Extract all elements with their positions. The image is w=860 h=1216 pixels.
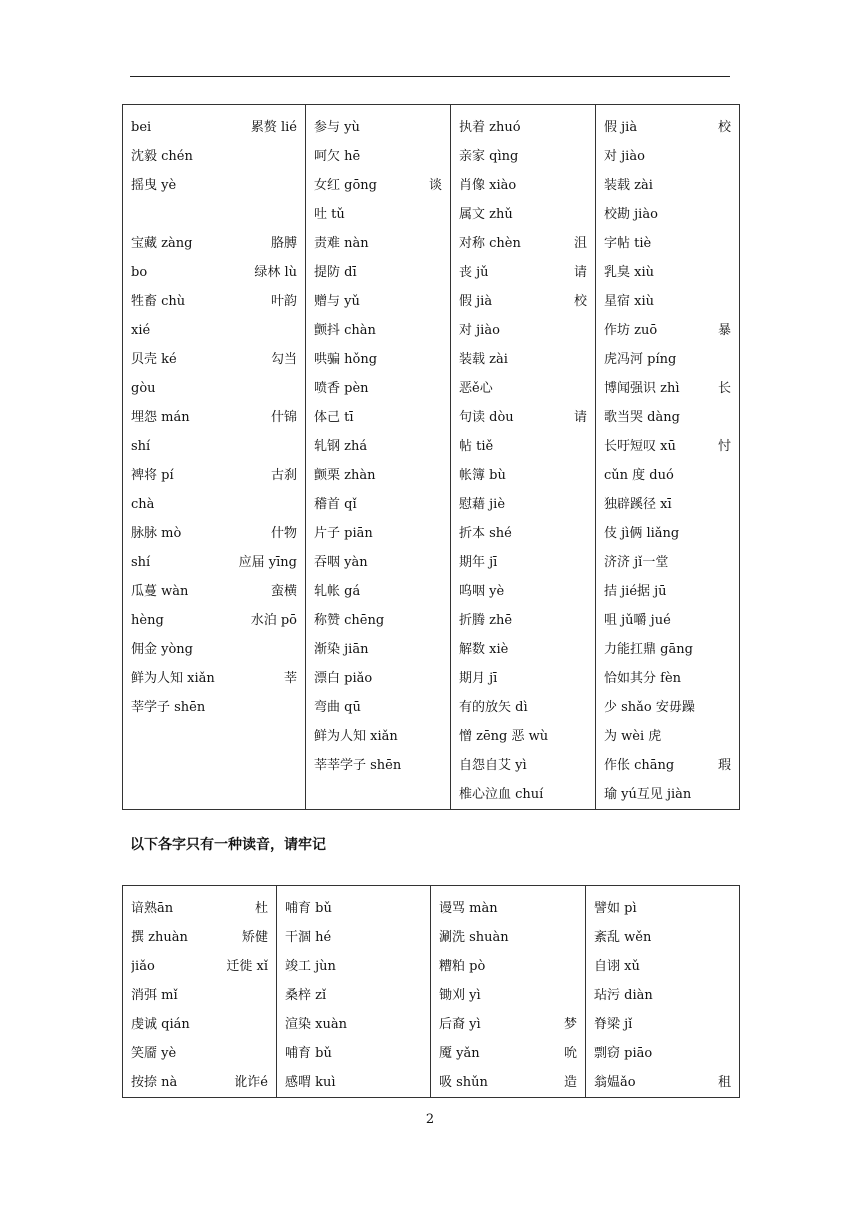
line-left-text: 装载 zài <box>604 178 653 193</box>
table-line <box>459 722 587 751</box>
line-left-text: 句读 dòu <box>459 410 514 425</box>
line-left-text: 莘学子 shēn <box>131 700 206 715</box>
line-left-text: 丧 jǔ <box>459 265 489 280</box>
line-left-text: 笑靥 yè <box>131 1046 177 1061</box>
table-line <box>604 316 731 345</box>
table-line <box>459 780 587 809</box>
line-left-text: 轧钢 zhá <box>314 439 368 454</box>
table2-column-1 <box>123 886 277 1098</box>
line-left-text: 吞咽 yàn <box>314 555 368 570</box>
table-line <box>285 923 422 952</box>
line-left-text: gòu <box>131 381 156 396</box>
line-left-text: 装载 zài <box>459 352 508 367</box>
line-left-text: bei <box>131 120 152 135</box>
table-line <box>594 1068 731 1097</box>
line-left-text: 喷香 pèn <box>314 381 369 396</box>
line-left-text: 期年 jī <box>459 555 498 570</box>
line-left-text: 颤抖 chàn <box>314 323 376 338</box>
line-left-text: 自怨自艾 yì <box>459 758 527 773</box>
table1-column-4 <box>596 105 740 810</box>
table-line <box>459 751 587 780</box>
table-line <box>314 345 442 374</box>
line-left-text: hèng <box>131 613 164 628</box>
table-line <box>131 606 297 635</box>
page-number: 2 <box>425 1112 435 1127</box>
line-left-text: 虔诚 qián <box>131 1017 190 1032</box>
line-left-text: shí <box>131 555 151 570</box>
table-line <box>131 635 297 664</box>
table-line <box>604 664 731 693</box>
table-line <box>131 374 297 403</box>
table-line <box>314 171 442 200</box>
line-left-text: 鲜为人知 xiǎn <box>131 671 215 686</box>
line-left-text: 渲染 xuàn <box>285 1017 347 1032</box>
table-line <box>285 894 422 923</box>
table-line <box>604 200 731 229</box>
table-line <box>314 200 442 229</box>
table-line <box>459 287 587 316</box>
line-right-text: 水泊 pō <box>250 613 297 628</box>
line-right-text: 瑕 <box>717 758 731 773</box>
line-right-text: 杜 <box>254 901 268 916</box>
table-line <box>131 229 297 258</box>
table-line <box>285 1010 422 1039</box>
table-line <box>604 403 731 432</box>
line-left-text: 玷污 diàn <box>594 988 653 1003</box>
table-line <box>314 693 442 722</box>
table-line <box>604 287 731 316</box>
table-line <box>604 113 731 142</box>
table-line <box>604 171 731 200</box>
section-heading: 以下各字只有一种读音，请牢记 <box>130 837 326 853</box>
line-left-text: 竣工 jùn <box>285 959 336 974</box>
table-line <box>314 287 442 316</box>
table-line <box>604 374 731 403</box>
line-left-text: 弯曲 qū <box>314 700 361 715</box>
table-line <box>459 229 587 258</box>
line-left-text: 期月 jī <box>459 671 498 686</box>
table-line <box>314 664 442 693</box>
table2-column-4 <box>586 886 740 1098</box>
header-rule <box>130 76 730 77</box>
table-line <box>314 113 442 142</box>
table-line <box>459 432 587 461</box>
table-line <box>314 316 442 345</box>
line-left-text: 慰藉 jiè <box>459 497 506 512</box>
table-line <box>459 171 587 200</box>
line-left-text: 对称 chèn <box>459 236 521 251</box>
table-line <box>439 1039 577 1068</box>
line-right-text: 什锦 <box>270 410 297 425</box>
line-left-text: 颤栗 zhàn <box>314 468 376 483</box>
table-line <box>314 432 442 461</box>
line-right-text: 校 <box>573 294 587 309</box>
line-left-text: 伎 jì俩 liǎng <box>604 526 680 541</box>
table-line <box>459 490 587 519</box>
line-left-text: 折本 shé <box>459 526 512 541</box>
line-left-text: 谙熟ān <box>131 901 174 916</box>
table-line <box>604 461 731 490</box>
line-left-text: 参与 yù <box>314 120 360 135</box>
table-line <box>131 113 297 142</box>
line-left-text: 涮洗 shuàn <box>439 930 509 945</box>
line-left-text: 裨将 pí <box>131 468 174 483</box>
table-line <box>459 577 587 606</box>
table-line <box>131 287 297 316</box>
table-line <box>131 1010 268 1039</box>
table-line <box>459 258 587 287</box>
line-left-text: 济济 jǐ一堂 <box>604 555 669 570</box>
table-line <box>604 548 731 577</box>
line-left-text: 沈毅 chén <box>131 149 193 164</box>
table-line <box>131 923 268 952</box>
table-line <box>314 258 442 287</box>
line-left-text: 漂白 piǎo <box>314 671 373 686</box>
table-line <box>459 345 587 374</box>
line-left-text: 鲜为人知 xiǎn <box>314 729 398 744</box>
table-line <box>604 229 731 258</box>
table-line <box>131 1068 268 1097</box>
line-left-text: shí <box>131 439 151 454</box>
table-line <box>131 894 268 923</box>
table-line <box>459 113 587 142</box>
line-left-text: 呵欠 hē <box>314 149 361 164</box>
line-left-text: 帖 tiě <box>459 439 494 454</box>
table-line <box>314 751 442 780</box>
line-left-text: 吐 tǔ <box>314 207 345 222</box>
line-left-text: 折腾 zhē <box>459 613 513 628</box>
table-line <box>459 142 587 171</box>
line-left-text: 有的放矢 dì <box>459 700 528 715</box>
table-line <box>439 952 577 981</box>
line-left-text: 属文 zhǔ <box>459 207 513 222</box>
line-left-text: 椎心泣血 chuí <box>459 787 544 802</box>
table-line <box>604 722 731 751</box>
line-left-text: 赠与 yǔ <box>314 294 360 309</box>
table-line <box>459 693 587 722</box>
line-left-text: 贝壳 ké <box>131 352 177 367</box>
line-right-text: 矫健 <box>241 930 268 945</box>
table-line <box>314 606 442 635</box>
table-line <box>131 200 297 229</box>
table-line <box>594 1039 731 1068</box>
table-line <box>285 981 422 1010</box>
line-left-text: 莘莘学子 shēn <box>314 758 402 773</box>
table-line <box>314 374 442 403</box>
line-left-text: 博闻强识 zhì <box>604 381 680 396</box>
line-left-text: 帐簿 bù <box>459 468 506 483</box>
line-left-text: 片子 piān <box>314 526 373 541</box>
table-line <box>594 894 731 923</box>
line-right-text: 造 <box>563 1075 577 1090</box>
table-line <box>314 519 442 548</box>
table-line <box>604 142 731 171</box>
line-left-text: 自诩 xǔ <box>594 959 640 974</box>
table-line <box>314 490 442 519</box>
line-right-text: 胳膊 <box>270 236 297 251</box>
line-right-text: 蛮横 <box>270 584 297 599</box>
table-line <box>594 1010 731 1039</box>
line-left-text: 谩骂 màn <box>439 901 498 916</box>
line-right-text: 吮 <box>563 1046 577 1061</box>
line-right-text: 沮 <box>573 236 587 251</box>
table-line <box>314 635 442 664</box>
line-left-text: 轧帐 gá <box>314 584 361 599</box>
line-left-text: 字帖 tiè <box>604 236 652 251</box>
table-line <box>604 432 731 461</box>
line-left-text: 翁媪ǎo <box>594 1075 636 1090</box>
table-line <box>131 664 297 693</box>
line-left-text: 后裔 yì <box>439 1017 481 1032</box>
line-left-text: 吸 shǔn <box>439 1075 488 1090</box>
table1-column-1 <box>123 105 306 810</box>
table-line <box>604 345 731 374</box>
table-line <box>131 345 297 374</box>
line-left-text: 佣金 yòng <box>131 642 193 657</box>
line-left-text: 摇曳 yè <box>131 178 177 193</box>
line-left-text: 撰 zhuàn <box>131 930 188 945</box>
line-right-text: 长 <box>717 381 731 396</box>
table-line <box>459 316 587 345</box>
table-line <box>285 1039 422 1068</box>
table-line <box>131 519 297 548</box>
table-line <box>459 200 587 229</box>
table-line <box>594 923 731 952</box>
table-line <box>131 693 297 722</box>
table-line <box>604 490 731 519</box>
table1-column-3 <box>451 105 596 810</box>
table-line <box>131 577 297 606</box>
line-left-text: 假 jià <box>459 294 493 309</box>
line-left-text: 假 jià <box>604 120 638 135</box>
table-line <box>314 142 442 171</box>
table-line <box>131 403 297 432</box>
line-right-text: 叶韵 <box>270 294 297 309</box>
table-line <box>459 519 587 548</box>
line-left-text: 乳臭 xiù <box>604 265 654 280</box>
line-right-text: 讹诈é <box>234 1075 268 1090</box>
line-right-text: 暴 <box>717 323 731 338</box>
line-left-text: 譬如 pì <box>594 901 637 916</box>
line-left-text: jiǎo <box>131 959 155 974</box>
line-left-text: 称赞 chēng <box>314 613 385 628</box>
line-left-text: 糟粕 pò <box>439 959 486 974</box>
line-right-text: 古刹 <box>270 468 297 483</box>
line-right-text: 谈 <box>428 178 442 193</box>
line-left-text: 锄刈 yì <box>439 988 481 1003</box>
line-left-text: 歌当哭 dàng <box>604 410 680 425</box>
table-line <box>131 548 297 577</box>
line-right-text: 校 <box>717 120 731 135</box>
line-right-text: 忖 <box>717 439 731 454</box>
line-right-text: 梦 <box>563 1017 577 1032</box>
table-line <box>285 952 422 981</box>
line-left-text: 力能扛鼎 gāng <box>604 642 693 657</box>
table-line <box>439 923 577 952</box>
table-line <box>314 577 442 606</box>
table-line <box>131 952 268 981</box>
line-left-text: 体己 tī <box>314 410 354 425</box>
table-line <box>131 1039 268 1068</box>
table2-column-2 <box>277 886 431 1098</box>
line-left-text: 渐染 jiān <box>314 642 369 657</box>
line-left-text: 作坊 zuō <box>604 323 658 338</box>
line-left-text: xié <box>131 323 151 338</box>
table-line <box>459 461 587 490</box>
table-line <box>439 1010 577 1039</box>
line-left-text: 紊乱 wěn <box>594 930 652 945</box>
line-left-text: 哄骗 hǒng <box>314 352 378 367</box>
table-line <box>604 519 731 548</box>
table1-column-2 <box>306 105 451 810</box>
table-line <box>131 142 297 171</box>
line-left-text: 恰如其分 fèn <box>604 671 682 686</box>
pronunciation-table-single <box>122 885 740 1098</box>
table-line <box>131 316 297 345</box>
table-line <box>131 981 268 1010</box>
line-right-text: 什物 <box>270 526 297 541</box>
line-left-text: 作伥 chāng <box>604 758 675 773</box>
table-line <box>604 606 731 635</box>
table-line <box>604 577 731 606</box>
pronunciation-table-multi <box>122 104 740 810</box>
line-left-text: 干涸 hé <box>285 930 332 945</box>
table-line <box>131 171 297 200</box>
line-left-text: bo <box>131 265 148 280</box>
table-line <box>131 258 297 287</box>
line-left-text: 咀 jǔ嚼 jué <box>604 613 671 628</box>
table-line <box>459 664 587 693</box>
line-left-text: 虎冯河 píng <box>604 352 677 367</box>
table-line <box>604 635 731 664</box>
line-left-text: chà <box>131 497 155 512</box>
table-line <box>594 952 731 981</box>
line-left-text: 魇 yǎn <box>439 1046 480 1061</box>
table-line <box>314 548 442 577</box>
line-left-text: 哺育 bǔ <box>285 1046 332 1061</box>
table2-column-3 <box>431 886 586 1098</box>
line-right-text: 勾当 <box>270 352 297 367</box>
table-line <box>131 461 297 490</box>
table-line <box>604 258 731 287</box>
line-left-text: cǔn 度 duó <box>604 468 674 483</box>
line-right-text: 累赘 lié <box>250 120 297 135</box>
table-line <box>459 374 587 403</box>
table-line <box>314 403 442 432</box>
line-left-text: 脊梁 jǐ <box>594 1017 633 1032</box>
table-line <box>439 981 577 1010</box>
line-left-text: 哺育 bǔ <box>285 901 332 916</box>
line-left-text: 拮 jié据 jū <box>604 584 667 599</box>
line-left-text: 责难 nàn <box>314 236 369 251</box>
line-left-text: 埋怨 mán <box>131 410 190 425</box>
line-right-text: 应届 yīng <box>238 555 297 570</box>
line-left-text: 呜咽 yè <box>459 584 505 599</box>
line-left-text: 独辟蹊径 xī <box>604 497 672 512</box>
line-left-text: 校勘 jiào <box>604 207 658 222</box>
line-left-text: 憎 zēng 恶 wù <box>459 729 549 744</box>
line-left-text: 提防 dī <box>314 265 357 280</box>
line-left-text: 瑜 yú互见 jiàn <box>604 787 692 802</box>
line-right-text: 迁徙 xǐ <box>226 959 268 974</box>
line-left-text: 恶ě心 <box>459 381 493 396</box>
table-line <box>459 606 587 635</box>
line-left-text: 脉脉 mò <box>131 526 182 541</box>
line-left-text: 肖像 xiào <box>459 178 517 193</box>
line-left-text: 感喟 kuì <box>285 1075 336 1090</box>
line-left-text: 稽首 qǐ <box>314 497 357 512</box>
table-line <box>459 548 587 577</box>
line-left-text: 解数 xiè <box>459 642 509 657</box>
table-line <box>131 490 297 519</box>
line-left-text: 为 wèi 虎 <box>604 729 662 744</box>
line-right-text: 请 <box>573 410 587 425</box>
table-line <box>131 432 297 461</box>
line-left-text: 按捺 nà <box>131 1075 178 1090</box>
line-left-text: 消弭 mǐ <box>131 988 178 1003</box>
table-line <box>439 894 577 923</box>
line-right-text: 请 <box>573 265 587 280</box>
line-left-text: 宝藏 zàng <box>131 236 193 251</box>
line-left-text: 对 jiào <box>604 149 645 164</box>
line-left-text: 桑梓 zǐ <box>285 988 327 1003</box>
table-line <box>439 1068 577 1097</box>
line-left-text: 对 jiào <box>459 323 500 338</box>
table-line <box>314 722 442 751</box>
line-right-text: 租 <box>717 1075 731 1090</box>
table-line <box>604 751 731 780</box>
table-line <box>459 635 587 664</box>
line-left-text: 剽窃 piāo <box>594 1046 653 1061</box>
table-line <box>604 780 731 809</box>
table-line <box>594 981 731 1010</box>
line-left-text: 牲畜 chù <box>131 294 186 309</box>
line-left-text: 星宿 xiù <box>604 294 654 309</box>
line-left-text: 女红 gōng <box>314 178 377 193</box>
table-line <box>314 229 442 258</box>
line-left-text: 执着 zhuó <box>459 120 521 135</box>
table-line <box>604 693 731 722</box>
line-left-text: 长吁短叹 xū <box>604 439 676 454</box>
line-left-text: 瓜蔓 wàn <box>131 584 189 599</box>
line-right-text: 莘 <box>283 671 297 686</box>
table-line <box>459 403 587 432</box>
line-left-text: 亲家 qìng <box>459 149 519 164</box>
line-right-text: 绿林 lù <box>254 265 297 280</box>
line-left-text: 少 shǎo 安毋躁 <box>604 700 695 715</box>
table-line <box>285 1068 422 1097</box>
table-line <box>314 461 442 490</box>
